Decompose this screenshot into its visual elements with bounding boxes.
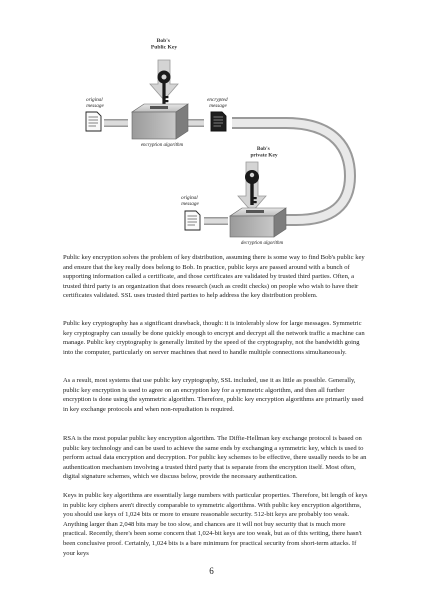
svg-text:original message bbox=[181, 195, 199, 207]
label-encryption-algorithm: encryption algorithm bbox=[140, 143, 184, 148]
label-bobs-public-key-line2: Public Key bbox=[150, 44, 178, 51]
body-paragraph-5: Keys in public key algorithms are essentially large numbers with particular properties. Therefore, bit length of keys in public key ciphers aren't directly comparable to symmetric algorithms. With public key encryption algorithms, you should use keys of 1,024 bits or more to ensure reasonable security. 512-bit keys are probably too weak. Anything larger than 2,048 bits may be too slow, and chances are it will not buy security that is much more practical. Recently, there's been some concern that 1,024-bit keys are too weak, but as of this writing, there hasn't been conclusive proof. Certainly, 1,024 bits is a bare minimum for practical security from short-term attacks. If your keys bbox=[63, 492, 368, 557]
original-message-document-top bbox=[86, 112, 101, 131]
label-bobs-public-key-line1: Bob's bbox=[156, 38, 170, 44]
encryption-algorithm-box bbox=[132, 104, 188, 139]
label-encrypted-message-line2: message bbox=[209, 102, 227, 109]
label-original-message-bottom-line1: original bbox=[180, 195, 198, 201]
original-message-document-bottom bbox=[185, 211, 200, 230]
svg-text:original message bbox=[86, 97, 104, 109]
encrypted-message-document bbox=[211, 112, 226, 131]
svg-text:Bob's private Key bbox=[250, 146, 277, 158]
body-paragraph-3: As a result, most systems that use public key cryptography, SSL included, use it as little as possible. Generally, public key encryption is used to agree on an encryption key for a symmetric algorithm, and then all further encryption is done using the symmetric algorithm. Therefore, public key encryption algorithms are primarily used in key exchange protocols and when non-repudiation is required. bbox=[63, 377, 364, 413]
label-decryption-algorithm: decryption algorithm bbox=[240, 241, 284, 246]
svg-text:encrypted message bbox=[207, 97, 229, 109]
label-encrypted-message-line1: encrypted bbox=[207, 97, 228, 103]
body-paragraph-4: RSA is the most popular public key encryption algorithm. The Diffie-Hellman key exchange protocol is based on public key technology and can be used to achieve the same ends by exchanging a symmetric key, which is used to perform actual data encryption and decryption. For public key schemes to be effective, there usually needs to be an authentication mechanism involving a trusted third party that is separate from the encryption itself. Most often, digital signature schemes, which we discuss below, provide the necessary authentication. bbox=[63, 435, 367, 481]
label-bobs-private-key-line1: Bob's bbox=[256, 146, 270, 152]
svg-text:Bob's Public Key bbox=[151, 38, 177, 51]
label-original-message-top-line2: message bbox=[86, 102, 104, 109]
page-number: 6 bbox=[209, 566, 214, 576]
body-paragraph-2: Public key cryptography has a significant drawback, though: it is intolerably slow for large messages. Symmetric key cryptography can usually be done quickly enough to encrypt and decrypt all the network traffic a machine can manage. Public key cryptography is generally limited by the speed of the cryptography, not the bandwidth going into the computer, particularly on server machines that need to handle multiple connections simultaneously. bbox=[63, 320, 365, 356]
label-original-message-bottom-line2: message bbox=[181, 200, 199, 207]
label-bobs-private-key-line2: private Key bbox=[250, 152, 278, 159]
label-original-message-top-line1: original bbox=[85, 97, 103, 103]
decryption-algorithm-box bbox=[230, 208, 286, 237]
public-key-encryption-diagram bbox=[0, 0, 423, 250]
body-paragraph-1: Public key encryption solves the problem of key distribution, assuming there is some way to find Bob's public key and ensure that the key really does belong to Bob. In practice, public keys are passed around with a bunch of supporting information called a certificate, and those certificates are validated by trusted third parties. Often, a trusted third party is an organization that does research (such as credit checks) on people who wish to have their certificates validated. SSL uses trusted third parties to help address the key distribution problem. bbox=[63, 254, 365, 300]
